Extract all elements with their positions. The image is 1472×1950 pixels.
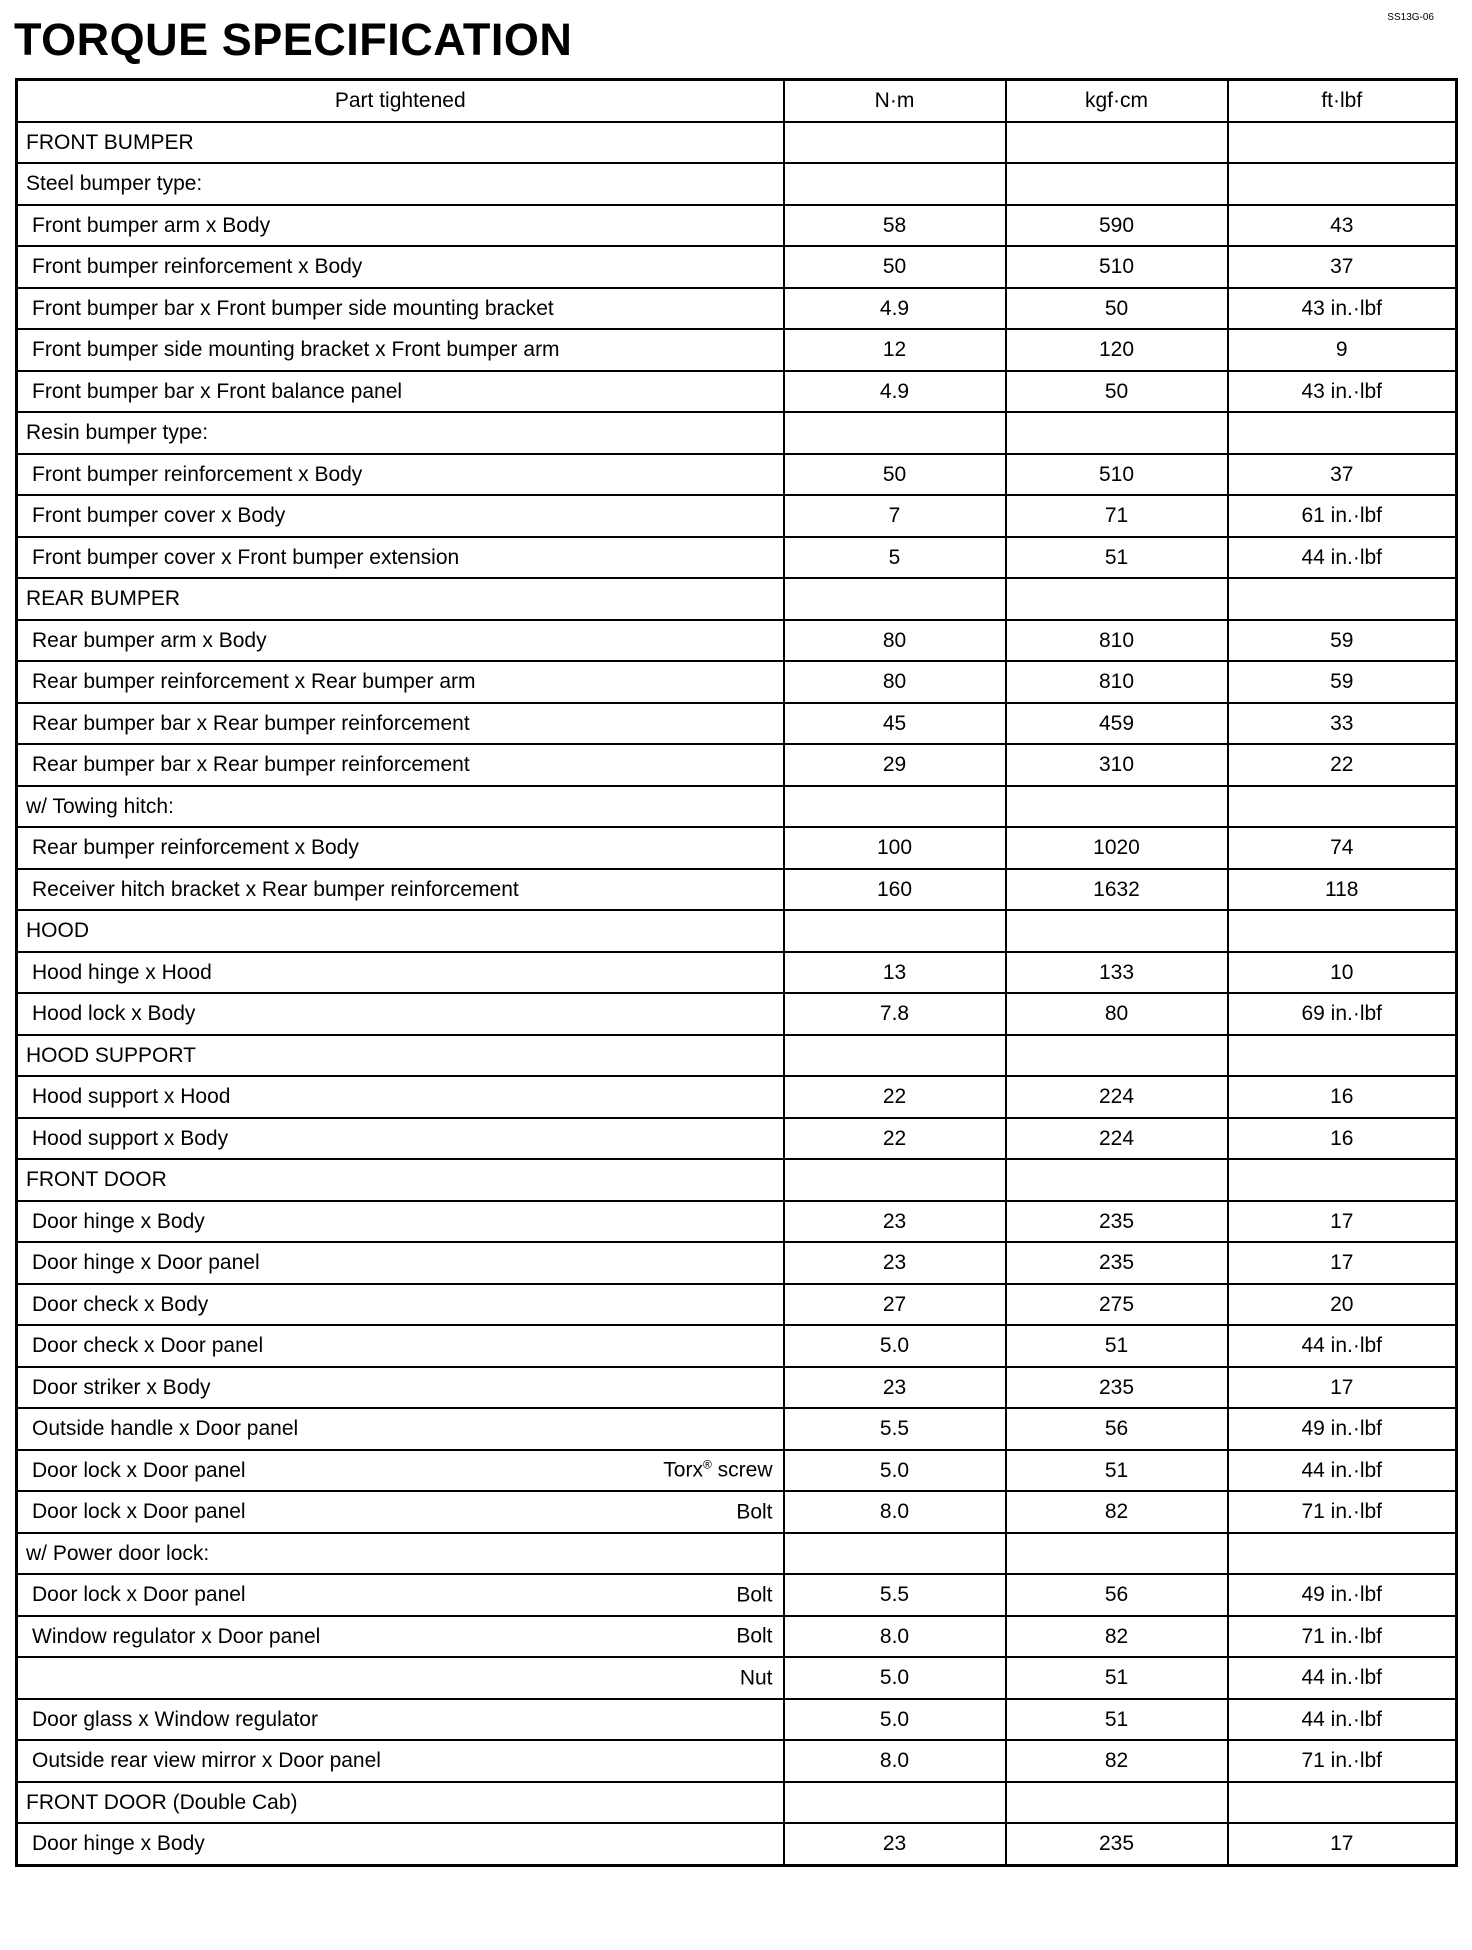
section-label-cell (17, 1533, 784, 1575)
value-nm: 8.0 (784, 1491, 1006, 1533)
value-nm: 50 (784, 454, 1006, 496)
table-row (17, 1367, 1457, 1409)
part-cell (17, 661, 784, 703)
fastener-note (736, 1584, 772, 1605)
part-cell (17, 744, 784, 786)
part-cell (17, 620, 784, 662)
value-kgfcm: 51 (1006, 1450, 1228, 1492)
section-label: FRONT DOOR (26, 1168, 167, 1192)
section-label: REAR BUMPER (26, 587, 181, 611)
section-label-cell (17, 163, 784, 205)
value-kgfcm: 51 (1006, 1699, 1228, 1741)
value-ftlbf: 69 in.·lbf (1228, 993, 1457, 1035)
part-cell (17, 827, 784, 869)
fastener-type: Bolt (736, 1583, 773, 1607)
value-nm: 5.0 (784, 1699, 1006, 1741)
section-label: FRONT DOOR (Double Cab) (26, 1790, 298, 1814)
empty-cell (784, 1035, 1006, 1077)
value-ftlbf: 37 (1228, 246, 1457, 288)
value-kgfcm: 1632 (1006, 869, 1228, 911)
value-kgfcm: 510 (1006, 246, 1228, 288)
table-header-row (17, 80, 1457, 122)
value-kgfcm: 56 (1006, 1574, 1228, 1616)
value-nm: 50 (784, 246, 1006, 288)
value-kgfcm: 50 (1006, 288, 1228, 330)
value-ftlbf: 44 in.·lbf (1228, 1450, 1457, 1492)
fastener-note (663, 1457, 773, 1482)
table-row (17, 1284, 1457, 1326)
part-label: Front bumper cover x Front bumper extension (32, 545, 460, 569)
value-nm: 7 (784, 495, 1006, 537)
value-kgfcm: 224 (1006, 1118, 1228, 1160)
part-label: Outside handle x Door panel (32, 1417, 299, 1441)
table-row (17, 537, 1457, 579)
empty-cell (1228, 122, 1457, 164)
table-row (17, 744, 1457, 786)
value-ftlbf: 17 (1228, 1823, 1457, 1865)
value-ftlbf: 16 (1228, 1118, 1457, 1160)
empty-cell (1006, 412, 1228, 454)
value-kgfcm: 235 (1006, 1242, 1228, 1284)
part-cell (17, 1491, 784, 1533)
part-label: Rear bumper reinforcement x Body (32, 836, 359, 860)
value-nm: 5.0 (784, 1325, 1006, 1367)
value-kgfcm: 82 (1006, 1616, 1228, 1658)
value-kgfcm: 224 (1006, 1076, 1228, 1118)
value-kgfcm: 235 (1006, 1823, 1228, 1865)
value-ftlbf: 49 in.·lbf (1228, 1574, 1457, 1616)
value-ftlbf: 71 in.·lbf (1228, 1616, 1457, 1658)
part-label (18, 1666, 32, 1689)
table-row (17, 454, 1457, 496)
value-ftlbf: 71 in.·lbf (1228, 1740, 1457, 1782)
section-row (17, 1782, 1457, 1824)
part-label: Outside rear view mirror x Door panel (32, 1749, 381, 1773)
value-kgfcm: 51 (1006, 1325, 1228, 1367)
value-nm: 160 (784, 869, 1006, 911)
value-ftlbf: 49 in.·lbf (1228, 1408, 1457, 1450)
part-cell (17, 993, 784, 1035)
value-kgfcm: 1020 (1006, 827, 1228, 869)
part-cell (17, 952, 784, 994)
table-row (17, 1201, 1457, 1243)
value-nm: 5.0 (784, 1450, 1006, 1492)
part-label: Door hinge x Door panel (32, 1251, 260, 1275)
table-row (17, 1076, 1457, 1118)
part-cell (17, 869, 784, 911)
value-nm: 23 (784, 1823, 1006, 1865)
value-nm: 5.5 (784, 1408, 1006, 1450)
part-cell (17, 205, 784, 247)
part-label: Door check x Door panel (32, 1334, 264, 1358)
value-nm: 13 (784, 952, 1006, 994)
value-ftlbf: 22 (1228, 744, 1457, 786)
section-label: Resin bumper type: (26, 421, 209, 445)
header-nm: N·m (784, 80, 1006, 122)
part-label: Door hinge x Body (32, 1832, 205, 1856)
section-row (17, 1035, 1457, 1077)
fastener-type: Bolt (736, 1500, 773, 1524)
value-nm: 22 (784, 1118, 1006, 1160)
part-label: Door check x Body (32, 1292, 209, 1316)
part-cell (17, 1367, 784, 1409)
section-label-cell (17, 412, 784, 454)
table-row (17, 703, 1457, 745)
part-cell (17, 288, 784, 330)
part-label: Hood support x Hood (32, 1085, 231, 1109)
value-kgfcm: 810 (1006, 620, 1228, 662)
fastener-note (740, 1667, 773, 1688)
value-nm: 4.9 (784, 371, 1006, 413)
part-label: Front bumper reinforcement x Body (32, 462, 363, 486)
empty-cell (784, 1159, 1006, 1201)
table-row (17, 246, 1457, 288)
table-row (17, 1118, 1457, 1160)
part-cell (17, 703, 784, 745)
value-nm: 23 (784, 1201, 1006, 1243)
fastener-type-tail: screw (711, 1458, 773, 1482)
table-row (17, 288, 1457, 330)
empty-cell (1228, 578, 1457, 620)
table-row (17, 1699, 1457, 1741)
value-nm: 23 (784, 1242, 1006, 1284)
table-row (17, 827, 1457, 869)
part-cell (17, 1325, 784, 1367)
table-row (17, 869, 1457, 911)
value-kgfcm: 590 (1006, 205, 1228, 247)
value-ftlbf: 43 in.·lbf (1228, 288, 1457, 330)
table-row (17, 1616, 1457, 1658)
empty-cell (784, 412, 1006, 454)
part-label: Window regulator x Door panel (32, 1624, 321, 1648)
section-row (17, 578, 1457, 620)
value-ftlbf: 17 (1228, 1242, 1457, 1284)
section-label: HOOD SUPPORT (26, 1043, 196, 1067)
empty-cell (1006, 910, 1228, 952)
empty-cell (1006, 1782, 1228, 1824)
value-nm: 100 (784, 827, 1006, 869)
value-ftlbf: 16 (1228, 1076, 1457, 1118)
empty-cell (1228, 412, 1457, 454)
empty-cell (1006, 1035, 1228, 1077)
value-ftlbf: 59 (1228, 620, 1457, 662)
part-label: Door lock x Door panel (32, 1458, 246, 1482)
value-kgfcm: 51 (1006, 537, 1228, 579)
part-label: Hood lock x Body (32, 1002, 196, 1026)
fastener-type: Bolt (736, 1624, 773, 1648)
table-row (17, 620, 1457, 662)
part-cell (17, 1284, 784, 1326)
empty-cell (1228, 163, 1457, 205)
empty-cell (1228, 910, 1457, 952)
part-label: Hood hinge x Hood (32, 960, 212, 984)
part-label: Door lock x Door panel (32, 1583, 246, 1607)
value-ftlbf: 44 in.·lbf (1228, 1325, 1457, 1367)
empty-cell (784, 786, 1006, 828)
part-cell (17, 329, 784, 371)
value-kgfcm: 310 (1006, 744, 1228, 786)
value-kgfcm: 510 (1006, 454, 1228, 496)
value-ftlbf: 74 (1228, 827, 1457, 869)
section-row (17, 1533, 1457, 1575)
part-cell (17, 1450, 784, 1492)
value-ftlbf: 37 (1228, 454, 1457, 496)
value-nm: 7.8 (784, 993, 1006, 1035)
fastener-note (736, 1626, 772, 1647)
part-cell (17, 1657, 784, 1699)
section-label-cell (17, 910, 784, 952)
value-kgfcm: 56 (1006, 1408, 1228, 1450)
section-label: w/ Towing hitch: (26, 794, 174, 818)
part-label: Front bumper bar x Front bumper side mounting bracket (32, 296, 554, 320)
part-label: Door glass x Window regulator (32, 1707, 318, 1731)
table-row (17, 371, 1457, 413)
part-label: Rear bumper arm x Body (32, 628, 267, 652)
part-label: Rear bumper bar x Rear bumper reinforcement (32, 753, 470, 777)
part-cell (17, 1740, 784, 1782)
section-row (17, 1159, 1457, 1201)
empty-cell (1006, 1533, 1228, 1575)
table-row (17, 1242, 1457, 1284)
empty-cell (1006, 1159, 1228, 1201)
header-part-tightened: Part tightened (17, 80, 784, 122)
part-cell (17, 1699, 784, 1741)
value-kgfcm: 82 (1006, 1740, 1228, 1782)
value-kgfcm: 82 (1006, 1491, 1228, 1533)
value-ftlbf: 71 in.·lbf (1228, 1491, 1457, 1533)
section-label: HOOD (26, 919, 89, 943)
empty-cell (1228, 1159, 1457, 1201)
section-label: FRONT BUMPER (26, 130, 194, 154)
value-ftlbf: 44 in.·lbf (1228, 1699, 1457, 1741)
value-kgfcm: 810 (1006, 661, 1228, 703)
table-row (17, 1657, 1457, 1699)
table-row (17, 205, 1457, 247)
value-kgfcm: 80 (1006, 993, 1228, 1035)
section-row (17, 163, 1457, 205)
value-kgfcm: 235 (1006, 1367, 1228, 1409)
empty-cell (784, 1782, 1006, 1824)
section-label-cell (17, 578, 784, 620)
value-nm: 58 (784, 205, 1006, 247)
section-label-cell (17, 1035, 784, 1077)
empty-cell (1006, 163, 1228, 205)
part-cell (17, 246, 784, 288)
value-nm: 22 (784, 1076, 1006, 1118)
part-label: Front bumper bar x Front balance panel (32, 379, 403, 403)
table-row (17, 1574, 1457, 1616)
empty-cell (784, 1533, 1006, 1575)
section-label: Steel bumper type: (26, 172, 203, 196)
page-title: TORQUE SPECIFICATION (14, 14, 573, 65)
empty-cell (1228, 1035, 1457, 1077)
part-label: Rear bumper bar x Rear bumper reinforcement (32, 711, 470, 735)
section-row (17, 412, 1457, 454)
empty-cell (784, 910, 1006, 952)
section-row (17, 122, 1457, 164)
table-row (17, 1491, 1457, 1533)
table-row (17, 993, 1457, 1035)
value-ftlbf: 33 (1228, 703, 1457, 745)
part-cell (17, 1616, 784, 1658)
empty-cell (784, 163, 1006, 205)
value-kgfcm: 71 (1006, 495, 1228, 537)
part-cell (17, 1118, 784, 1160)
value-ftlbf: 9 (1228, 329, 1457, 371)
value-nm: 5.0 (784, 1657, 1006, 1699)
value-nm: 45 (784, 703, 1006, 745)
part-label: Hood support x Body (32, 1126, 229, 1150)
part-label: Front bumper cover x Body (32, 504, 286, 528)
table-row (17, 1450, 1457, 1492)
value-ftlbf: 44 in.·lbf (1228, 1657, 1457, 1699)
part-cell (17, 1076, 784, 1118)
value-ftlbf: 118 (1228, 869, 1457, 911)
part-label: Receiver hitch bracket x Rear bumper reinforcement (32, 877, 519, 901)
table-row (17, 1823, 1457, 1865)
value-nm: 80 (784, 620, 1006, 662)
empty-cell (1006, 578, 1228, 620)
section-label-cell (17, 1782, 784, 1824)
fastener-note (736, 1501, 772, 1522)
table-row (17, 495, 1457, 537)
empty-cell (1006, 122, 1228, 164)
value-nm: 4.9 (784, 288, 1006, 330)
empty-cell (1006, 786, 1228, 828)
section-label-cell (17, 1159, 784, 1201)
table-row (17, 1325, 1457, 1367)
table-row (17, 329, 1457, 371)
empty-cell (784, 122, 1006, 164)
torque-spec-table (15, 78, 1458, 1867)
fastener-type: Torx (663, 1458, 703, 1482)
table-row (17, 1408, 1457, 1450)
value-ftlbf: 43 (1228, 205, 1457, 247)
value-kgfcm: 459 (1006, 703, 1228, 745)
part-label: Door lock x Door panel (32, 1500, 246, 1524)
value-nm: 8.0 (784, 1616, 1006, 1658)
value-kgfcm: 120 (1006, 329, 1228, 371)
section-row (17, 910, 1457, 952)
part-label: Door hinge x Body (32, 1209, 205, 1233)
value-nm: 12 (784, 329, 1006, 371)
part-cell (17, 371, 784, 413)
registered-mark: ® (702, 1457, 712, 1472)
empty-cell (1228, 786, 1457, 828)
section-label-cell (17, 122, 784, 164)
part-cell (17, 495, 784, 537)
table-row (17, 1740, 1457, 1782)
part-cell (17, 537, 784, 579)
part-cell (17, 1574, 784, 1616)
value-nm: 23 (784, 1367, 1006, 1409)
table-row (17, 952, 1457, 994)
part-cell (17, 1201, 784, 1243)
value-kgfcm: 235 (1006, 1201, 1228, 1243)
value-kgfcm: 50 (1006, 371, 1228, 413)
part-label: Front bumper side mounting bracket x Front bumper arm (32, 338, 560, 362)
fastener-type: Nut (739, 1666, 773, 1690)
value-kgfcm: 275 (1006, 1284, 1228, 1326)
value-nm: 27 (784, 1284, 1006, 1326)
part-label: Door striker x Body (32, 1375, 211, 1399)
value-ftlbf: 17 (1228, 1367, 1457, 1409)
value-nm: 80 (784, 661, 1006, 703)
part-label: Front bumper arm x Body (32, 213, 271, 237)
empty-cell (784, 578, 1006, 620)
section-label: w/ Power door lock: (26, 1541, 210, 1565)
value-ftlbf: 10 (1228, 952, 1457, 994)
value-ftlbf: 43 in.·lbf (1228, 371, 1457, 413)
part-label: Front bumper reinforcement x Body (32, 255, 363, 279)
part-cell (17, 1242, 784, 1284)
part-cell (17, 1408, 784, 1450)
document-code: SS13G-06 (1387, 12, 1434, 23)
header-ftlbf: ft·lbf (1228, 80, 1457, 122)
header-kgfcm: kgf·cm (1006, 80, 1228, 122)
value-kgfcm: 51 (1006, 1657, 1228, 1699)
empty-cell (1228, 1533, 1457, 1575)
table-body (17, 122, 1457, 1866)
part-cell (17, 1823, 784, 1865)
value-ftlbf: 59 (1228, 661, 1457, 703)
section-label-cell (17, 786, 784, 828)
value-nm: 5 (784, 537, 1006, 579)
value-nm: 8.0 (784, 1740, 1006, 1782)
section-row (17, 786, 1457, 828)
value-ftlbf: 61 in.·lbf (1228, 495, 1457, 537)
part-cell (17, 454, 784, 496)
value-ftlbf: 20 (1228, 1284, 1457, 1326)
value-kgfcm: 133 (1006, 952, 1228, 994)
value-ftlbf: 17 (1228, 1201, 1457, 1243)
part-label: Rear bumper reinforcement x Rear bumper arm (32, 670, 476, 694)
table-row (17, 661, 1457, 703)
value-nm: 29 (784, 744, 1006, 786)
empty-cell (1228, 1782, 1457, 1824)
value-nm: 5.5 (784, 1574, 1006, 1616)
value-ftlbf: 44 in.·lbf (1228, 537, 1457, 579)
